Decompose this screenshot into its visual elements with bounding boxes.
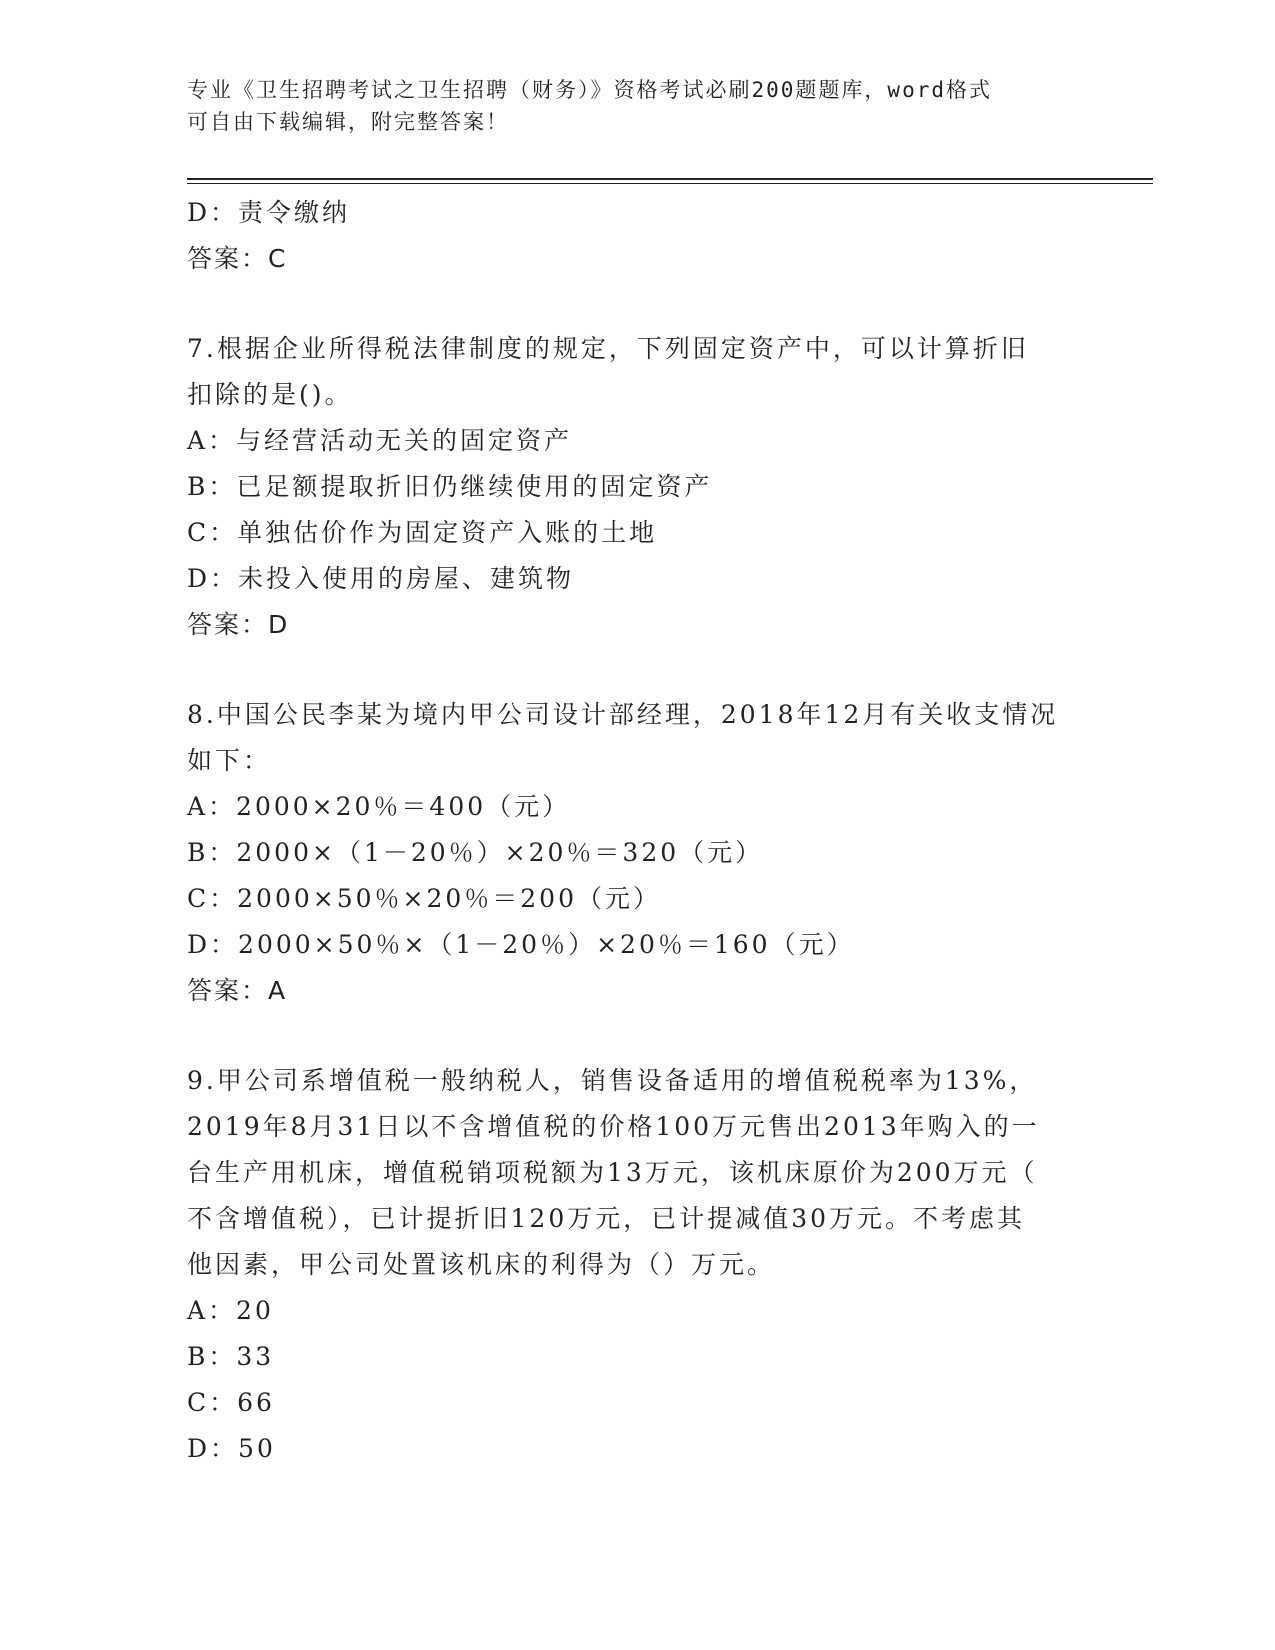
question-9-stem-line-3: 台生产用机床，增值税销项税额为13万元，该机床原价为200万元（ (187, 1158, 1038, 1187)
question-9 (187, 1058, 1087, 1472)
question-7-option-c: C：单独估价作为固定资产入账的土地 (187, 518, 658, 547)
question-8-stem-line-2: 如下： (187, 746, 272, 775)
question-7-option-d: D：未投入使用的房屋、建筑物 (187, 564, 575, 593)
question-7-stem-line-1: 7.根据企业所得税法律制度的规定，下列固定资产中，可以计算折旧 (187, 334, 1029, 363)
header-divider-thin (187, 183, 1153, 184)
question-8-option-c: C：2000×50％×20％＝200（元） (187, 884, 661, 913)
question-9-option-d: D：50 (187, 1434, 276, 1463)
question-9-option-a: A：20 (187, 1296, 274, 1325)
question-9-stem-line-4: 不含增值税），已计提折旧120万元，已计提减值30万元。不考虑其 (187, 1204, 1026, 1233)
question-9-option-c: C：66 (187, 1388, 275, 1417)
prev-answer: 答案：C (187, 244, 288, 273)
question-7-answer: 答案：D (187, 610, 290, 639)
prev-option-d: D：责令缴纳 (187, 198, 351, 227)
question-9-stem-line-5: 他因素，甲公司处置该机床的利得为（）万元。 (187, 1250, 776, 1279)
question-8-option-a: A：2000×20％＝400（元） (187, 792, 571, 821)
question-7-stem-line-2: 扣除的是()。 (187, 380, 353, 409)
header-divider-thick (187, 178, 1153, 180)
previous-question-tail (187, 190, 1087, 282)
document-header (187, 74, 1087, 138)
question-9-option-b: B：33 (187, 1342, 275, 1371)
question-8-stem-line-1: 8.中国公民李某为境内甲公司设计部经理，2018年12月有关收支情况 (187, 700, 1059, 729)
question-9-stem-line-1: 9.甲公司系增值税一般纳税人，销售设备适用的增值税税率为13%， (187, 1066, 1038, 1095)
header-title-line-1: 专业《卫生招聘考试之卫生招聘（财务）》资格考试必刷200题题库，word格式 (187, 78, 992, 102)
document-body (187, 190, 1087, 1472)
question-8-option-b: B：2000×（1－20％）×20％＝320（元） (187, 838, 764, 867)
question-7 (187, 326, 1087, 648)
question-8-option-d: D：2000×50％×（1－20％）×20％＝160（元） (187, 930, 855, 959)
question-7-option-b: B：已足额提取折旧仍继续使用的固定资产 (187, 472, 713, 501)
question-8-answer: 答案：A (187, 976, 288, 1005)
header-title-line-2: 可自由下载编辑，附完整答案！ (187, 110, 509, 134)
question-9-stem-line-2: 2019年8月31日以不含增值税的价格100万元售出2013年购入的一 (187, 1112, 1040, 1141)
question-8 (187, 692, 1087, 1014)
question-7-option-a: A：与经营活动无关的固定资产 (187, 426, 573, 455)
